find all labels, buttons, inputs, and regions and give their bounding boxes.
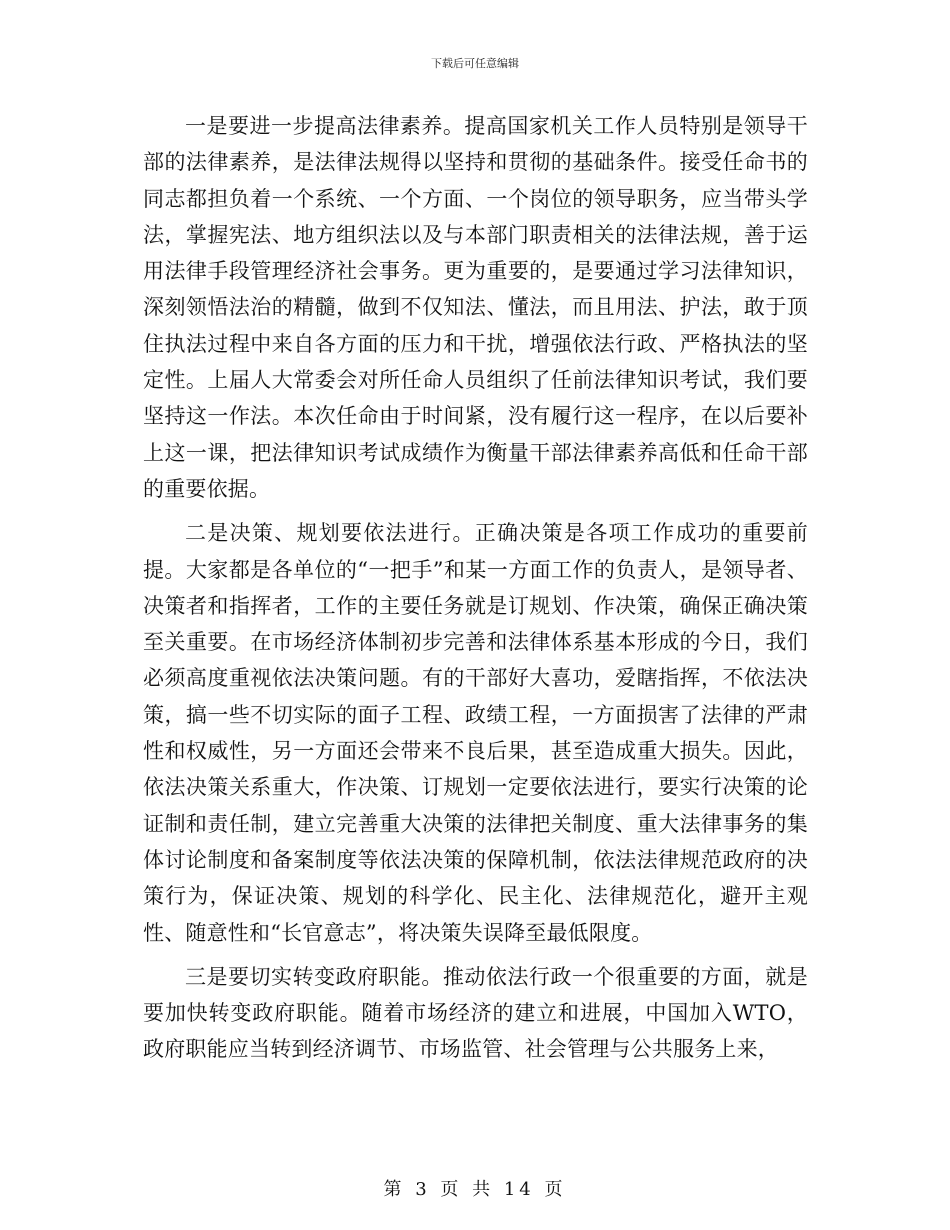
page-header: 下载后可任意编辑 (431, 57, 519, 70)
paragraph-2: 二是决策、规划要依法进行。正确决策是各项工作成功的重要前提。大家都是各单位的“一把手”和某一方面工作的负责人，是领导者、决策者和指挥者，工作的主要任务就是订规划、作决策，确保正确决策至关重要。在市场经济体制初步完善和法律体系基本形成的今日，我们必须高度重视依法决策问题。有的干部好大喜功，爱瞎指挥，不依法决策，搞一些不切实际的面子工程、政绩工程，一方面损害了法律的严肃性和权威性，另一方面还会带来不良后果，甚至造成重大损失。因此，依法决策关系重大，作决策、订规划一定要依法进行，要实行决策的论证制和责任制，建立完善重大决策的法律把关制度、重大法律事务的集体讨论制度和备案制度等依法决策的保障机制，依法法律规范政府的决策行为，保证决策、规划的科学化、民主化、法律规范化，避开主观性、随意性和“长官意志”，将决策失误降至最低限度。 (143, 521, 808, 945)
page-footer: 第 3 页 共 14 页 (383, 1179, 567, 1200)
document-body (143, 108, 808, 1076)
paragraph-1: 一是要进一步提高法律素养。提高国家机关工作人员特别是领导干部的法律素养，是法律法规得以坚持和贯彻的基础条件。接受任命书的同志都担负着一个系统、一个方面、一个岗位的领导职务，应当带头学法，掌握宪法、地方组织法以及与本部门职责相关的法律法规，善于运用法律手段管理经济社会事务。更为重要的，是要通过学习法律知识，深刻领悟法治的精髓，做到不仅知法、懂法，而且用法、护法，敢于顶住执法过程中来自各方面的压力和干扰，增强依法行政、严格执法的坚定性。上届人大常委会对所任命人员组织了任前法律知识考试，我们要坚持这一作法。本次任命由于时间紧，没有履行这一程序，在以后要补上这一课，把法律知识考试成绩作为衡量干部法律素养高低和任命干部的重要依据。 (143, 114, 808, 501)
paragraph-3: 三是要切实转变政府职能。推动依法行政一个很重要的方面，就是要加快转变政府职能。随着市场经济的建立和进展，中国加入WTO，政府职能应当转到经济调节、市场监管、社会管理与公共服务上来， (143, 964, 808, 1062)
